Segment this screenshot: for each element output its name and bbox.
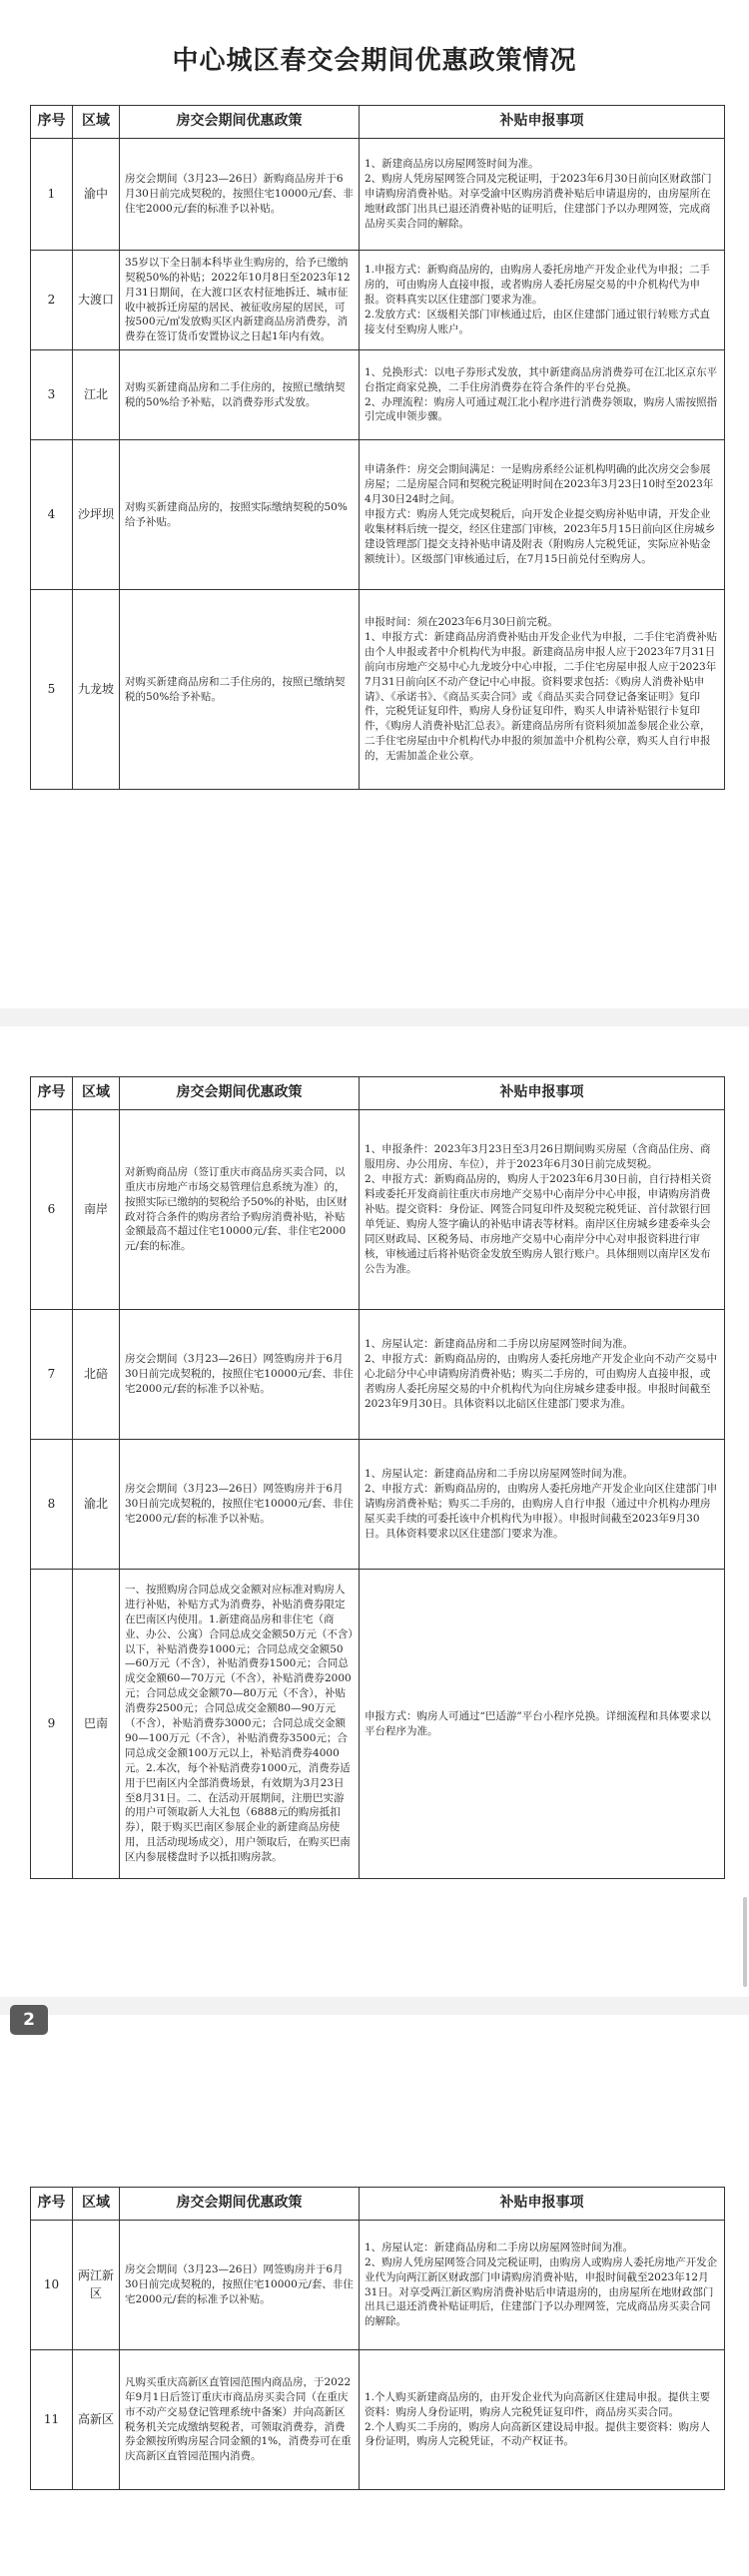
policy-table-3 xyxy=(30,2187,725,2490)
row-policy: 房交会期间（3月23—26日）新购商品房并于6月30日前完成契税的，按照住宅10000元/套、非住宅2000元/套的标准予以补贴。 xyxy=(120,139,360,251)
table-row xyxy=(31,251,725,350)
table-row xyxy=(31,2221,725,2350)
row-subsidy: 1、房屋认定：新建商品房和二手房以房屋网签时间为准。 2、申报方式：新购商品房的，由购房人委托房地产开发企业向区住建部门申请购房消费补贴；购买二手房的，由购房人自行申报（通过中介机构办理房屋买卖手续的可委托该中介机构代为申报）。申报时间截至2023年9月30日。具体资料要求以区住建部门要求为准。 xyxy=(360,1440,725,1570)
header-no: 序号 xyxy=(31,106,73,139)
header-subsidy: 补贴申报事项 xyxy=(360,106,725,139)
row-policy: 房交会期间（3月23—26日）网签购房并于6月30日前完成契税的，按照住宅10000元/套、非住宅2000元/套的标准予以补贴。 xyxy=(120,2221,360,2350)
row-no: 9 xyxy=(31,1570,73,1879)
page-gap xyxy=(0,1997,749,2015)
row-policy: 对购买新建商品房的，按照实际缴纳契税的50%给予补贴。 xyxy=(120,440,360,590)
row-no: 2 xyxy=(31,251,73,350)
table-row xyxy=(31,139,725,251)
row-subsidy: 1、申报条件：2023年3月23日至3月26日期间购买房屋（含商品住房、商服用房、办公用房、车位），并于2023年6月30日前完成契税。 2、申报方式：新购商品房的，购房人于2023年6月30日前，自行持相关资料或委托开发商前往重庆市房地产交易中心南岸分中心申报，申请购房消费补贴。提交资料：身份证、网签合同复印件及契税完税凭证、首付款银行回单凭证、购房人签字确认的补贴申请表等材料。南岸区住房城乡建委牵头会同区财政局、区税务局、市房地产交易中心南岸分中心对申报资料进行审核，审核通过后将补贴资金发放至购房人银行账户。具体细则以南岸区发布公告为准。 xyxy=(360,1110,725,1310)
row-no: 8 xyxy=(31,1440,73,1570)
row-area: 江北 xyxy=(73,350,120,440)
table-header-row xyxy=(31,1077,725,1110)
row-area: 高新区 xyxy=(73,2350,120,2490)
row-area: 渝中 xyxy=(73,139,120,251)
table-row xyxy=(31,1570,725,1879)
header-no: 序号 xyxy=(31,2188,73,2221)
row-no: 10 xyxy=(31,2221,73,2350)
row-policy: 凡购买重庆高新区直管园范围内商品房，于2022年9月1日后签订重庆市商品房买卖合同（在重庆市不动产交易登记管理系统中备案）并向高新区税务机关完成缴纳契税者，可领取消费券，消费券金额按所购房屋合同金额的1%，消费券可在重庆高新区直管园范围内消费。 xyxy=(120,2350,360,2490)
table-row xyxy=(31,2350,725,2490)
table-row xyxy=(31,1110,725,1310)
row-area: 九龙坡 xyxy=(73,590,120,790)
table-row xyxy=(31,440,725,590)
row-area: 渝北 xyxy=(73,1440,120,1570)
table-header-row xyxy=(31,106,725,139)
row-policy: 对新购商品房（签订重庆市商品房买卖合同，以重庆市房地产市场交易管理信息系统为准）的，按照实际已缴纳的契税给予50%的补贴，由区财政对符合条件的购房者给予购房消费补贴，补贴金额最高不超过住宅10000元/套、非住宅2000元/套的标准。 xyxy=(120,1110,360,1310)
row-no: 5 xyxy=(31,590,73,790)
header-no: 序号 xyxy=(31,1077,73,1110)
header-policy: 房交会期间优惠政策 xyxy=(120,106,360,139)
table-row xyxy=(31,350,725,440)
row-no: 3 xyxy=(31,350,73,440)
row-subsidy: 1、房屋认定：新建商品房和二手房以房屋网签时间为准。 2、购房人凭房屋网签合同及完税证明，由购房人或购房人委托房地产开发企业代为向两江新区财政部门申请购房消费补贴，申报时间截至2023年12月31日。对享受两江新区购房消费补贴后申请退房的，由房屋所在地财政部门出具已退还消费补贴证明后，住建部门予以办理网签，完成商品房买卖合同的解除。 xyxy=(360,2221,725,2350)
row-area: 北碚 xyxy=(73,1310,120,1440)
table-header-row xyxy=(31,2188,725,2221)
header-policy: 房交会期间优惠政策 xyxy=(120,1077,360,1110)
row-area: 大渡口 xyxy=(73,251,120,350)
page-gap xyxy=(0,1008,749,1026)
row-subsidy: 1、新建商品房以房屋网签时间为准。 2、购房人凭房屋网签合同及完税证明，于2023年6月30日前向区财政部门申请购房消费补贴。对享受渝中区购房消费补贴后申请退房的，由房屋所在地财政部门出具已退还消费补贴的证明后，住建部门予以办理网签，完成商品房买卖合同的解除。 xyxy=(360,139,725,251)
row-subsidy: 1、房屋认定：新建商品房和二手房以房屋网签时间为准。 2、申报方式：新购商品房的，由购房人委托房地产开发企业向不动产交易中心北碚分中心申请购房消费补贴；购买二手房的，可由购房人直接申报，或者购房人委托房屋交易的中介机构代为向住房城乡建委申报。申报时间截至2023年9月30日。具体资料以北碚区住建部门要求为准。 xyxy=(360,1310,725,1440)
row-policy: 房交会期间（3月23—26日）网签购房并于6月30日前完成契税的，按照住宅10000元/套、非住宅2000元/套的标准予以补贴。 xyxy=(120,1310,360,1440)
policy-table-1 xyxy=(30,105,725,790)
row-policy: 一、按照购房合同总成交金额对应标准对购房人进行补贴，补贴方式为消费券，补贴消费券限定在巴南区内使用。1.新建商品房和非住宅（商业、办公、公寓）合同总成交金额50万元（不含）以下，补贴消费券1000元；合同总成交金额50—60万元（不含），补贴消费券1500元；合同总成交金额60—70万元（不含），补贴消费券2000元；合同总成交金额70—80万元（不含），补贴消费券2500元；合同总成交金额80—90万元（不含），补贴消费券3000元；合同总成交金额90—100万元（不含），补贴消费券3500元；合同总成交金额100万元以上，补贴消费券4000元。2.本次，每个补贴消费券1000元，消费券适用于巴南区内全部消费场景，有效期为3月23日至8月31日。二、在活动开展期间，注册巴实游的用户可领取新人大礼包（6888元的购房抵扣券），限于购买巴南区参展企业的新建商品房使用，且活动现场成交），用户领取后，在购买巴南区内参展楼盘时予以抵扣购房款。 xyxy=(120,1570,360,1879)
table-row xyxy=(31,1310,725,1440)
header-area: 区域 xyxy=(73,1077,120,1110)
row-no: 1 xyxy=(31,139,73,251)
page-title: 中心城区春交会期间优惠政策情况 xyxy=(172,46,577,76)
row-subsidy: 1、兑换形式：以电子券形式发放，其中新建商品房消费券可在江北区京东平台指定商家兑换，二手住房消费券在符合条件的平台兑换。 2、办理流程：购房人可通过观江北小程序进行消费券领取，购房人需按照指引完成申领步骤。 xyxy=(360,350,725,440)
row-no: 4 xyxy=(31,440,73,590)
row-subsidy: 1.个人购买新建商品房的，由开发企业代为向高新区住建局申报。提供主要资料：购房人身份证明，购房人完税凭证复印件，商品房买卖合同。 2.个人购买二手房的，购房人向高新区建设局申报。提供主要资料：购房人身份证明，购房人完税凭证，不动产权证书。 xyxy=(360,2350,725,2490)
row-subsidy: 1.申报方式：新购商品房的，由购房人委托房地产开发企业代为申报；二手房的，可由购房人直接申报，或者购房人委托房屋交易的中介机构代为申报。资料真实以区住建部门要求为准。 2.发放方式：区级相关部门审核通过后，由区住建部门通过银行转账方式直接支付至购房人账户。 xyxy=(360,251,725,350)
header-policy: 房交会期间优惠政策 xyxy=(120,2188,360,2221)
row-policy: 35岁以下全日制本科毕业生购房的，给予已缴纳契税50%的补贴；2022年10月8日至2023年12月31日期间，在大渡口区农村征地拆迁、城市征收中被拆迁房屋的居民、被征收房屋的居民，可按500元/㎡发放购买区内新建商品房消费券，消费券在签订货币安置协议之日起1年内有效。 xyxy=(120,251,360,350)
header-area: 区域 xyxy=(73,106,120,139)
row-policy: 对购买新建商品房和二手住房的，按照已缴纳契税的50%给予补贴。 xyxy=(120,590,360,790)
row-subsidy: 申报时间：须在2023年6月30日前完税。 1、申报方式：新建商品房消费补贴由开发企业代为申报，二手住宅消费补贴由个人申报或者中介机构代为申报。新建商品房申报人应于2023年7月31日前向市房地产交易中心九龙坡分中心申报，二手住宅房屋申报人应于2023年7月31日前向区不动产登记中心申报。资料要求包括：《购房人消费补贴申请》、《承诺书》、《商品买卖合同》或《商品买卖合同登记备案证明》复印件，完税凭证复印件，购房人身份证复印件，购买人申请补贴银行卡复印件，《购房人消费补贴汇总表》。新建商品房所有资料须加盖参展企业公章，二手住宅房屋由中介机构代办申报的须加盖中介机构公章，购买人自行申报的，无需加盖企业公章。 xyxy=(360,590,725,790)
row-no: 11 xyxy=(31,2350,73,2490)
row-no: 7 xyxy=(31,1310,73,1440)
row-no: 6 xyxy=(31,1110,73,1310)
policy-table-2 xyxy=(30,1076,725,1879)
row-policy: 对购买新建商品房和二手住房的，按照已缴纳契税的50%给予补贴，以消费券形式发放。 xyxy=(120,350,360,440)
row-area: 巴南 xyxy=(73,1570,120,1879)
row-policy: 房交会期间（3月23—26日）网签购房并于6月30日前完成契税的，按照住宅10000元/套、非住宅2000元/套的标准予以补贴。 xyxy=(120,1440,360,1570)
scrollbar[interactable] xyxy=(743,1897,747,1987)
table-row xyxy=(31,590,725,790)
row-area: 两江新区 xyxy=(73,2221,120,2350)
header-subsidy: 补贴申报事项 xyxy=(360,2188,725,2221)
header-subsidy: 补贴申报事项 xyxy=(360,1077,725,1110)
header-area: 区域 xyxy=(73,2188,120,2221)
table-row xyxy=(31,1440,725,1570)
row-subsidy: 申请条件：房交会期间满足：一是购房系经公证机构明确的此次房交会参展房屋；二是房屋合同和契税完税证明时间在2023年3月23日10时至2023年4月30日24时之间。 申报方式：购房人凭完成契税后，向开发企业提交购房补贴申请，开发企业收集材料后统一提交，经区住建部门审核，2023年5月15日前向区住房城乡建设管理部门提交支持补贴申请及附表（附购房人完税凭证，实际应补贴金额统计）。区级部门审核通过后，在7月15日前兑付至购房人。 xyxy=(360,440,725,590)
page-number-badge: 2 xyxy=(10,2005,48,2035)
row-area: 南岸 xyxy=(73,1110,120,1310)
row-subsidy: 申报方式：购房人可通过“巴适游”平台小程序兑换。详细流程和具体要求以平台程序为准。 xyxy=(360,1570,725,1879)
row-area: 沙坪坝 xyxy=(73,440,120,590)
